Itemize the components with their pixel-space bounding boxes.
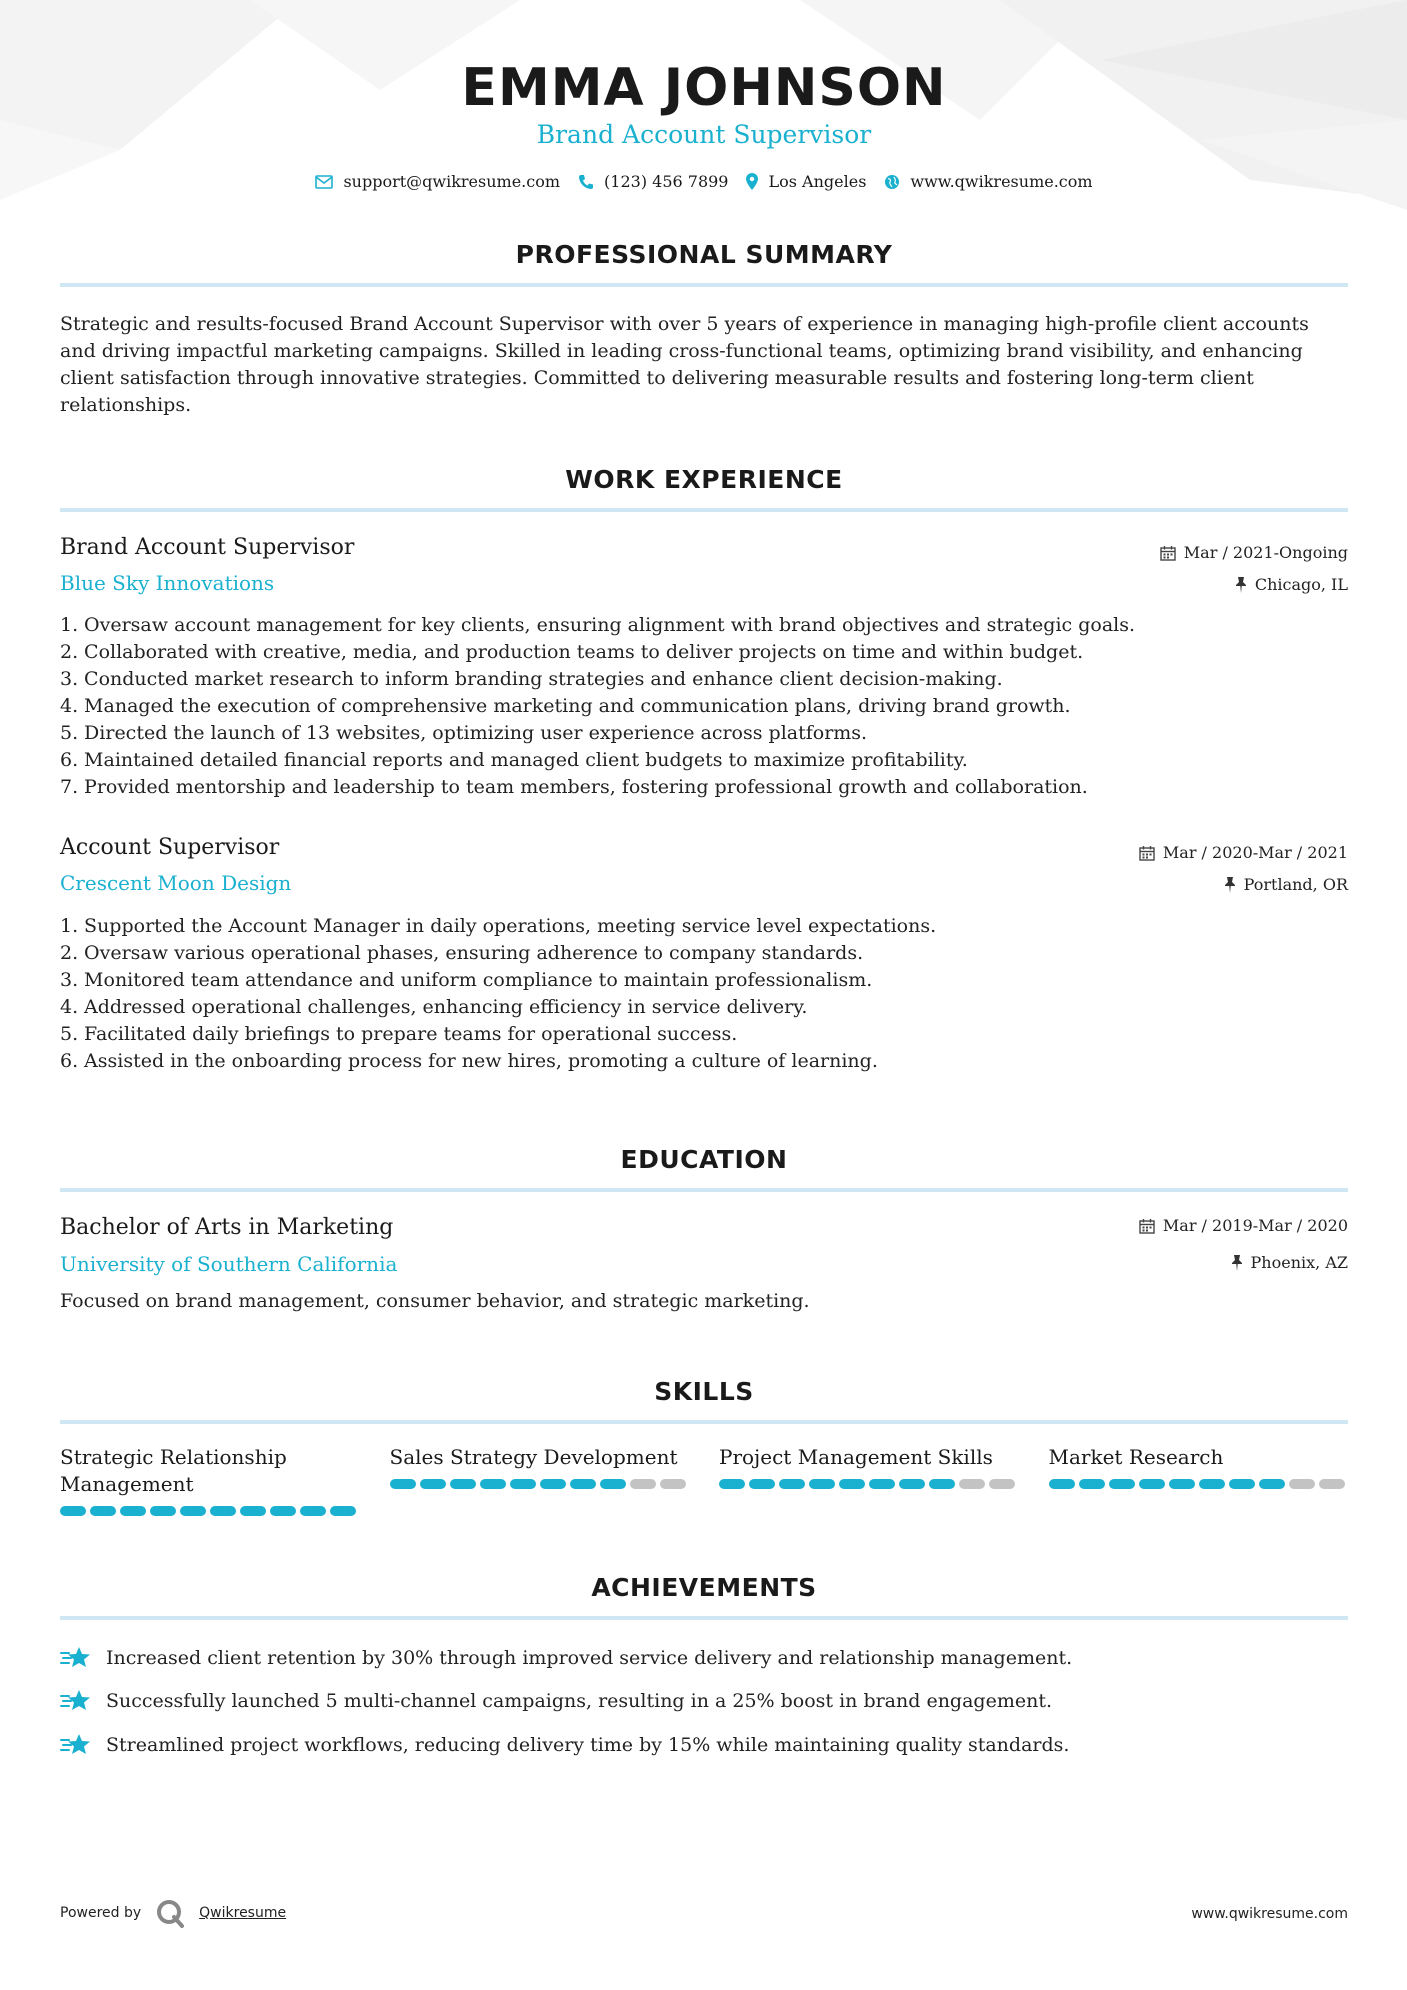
skills-divider xyxy=(60,1420,1348,1424)
education-description: Focused on brand management, consumer behavior, and strategic marketing. xyxy=(60,1290,810,1312)
skill-segment-filled xyxy=(600,1479,626,1489)
achievement-item xyxy=(60,1687,1348,1715)
skill-segment-filled xyxy=(480,1479,506,1489)
education-heading: EDUCATION xyxy=(620,1145,788,1174)
achievements-heading: ACHIEVEMENTS xyxy=(591,1573,817,1602)
education-location xyxy=(1231,1253,1348,1272)
job-bullets xyxy=(60,612,1348,801)
skill-segment-filled xyxy=(719,1479,745,1489)
candidate-name: EMMA JOHNSON xyxy=(461,58,947,118)
list-item-text: Conducted market research to inform branding strategies and enhance client decision-making. xyxy=(84,668,1003,690)
contact-email-text: support@qwikresume.com xyxy=(343,172,561,191)
list-item: 2. Oversaw various operational phases, ensuring adherence to company standards. xyxy=(60,940,1348,967)
contact-location-text: Los Angeles xyxy=(768,172,867,191)
skill-segment-filled xyxy=(869,1479,895,1489)
pushpin-icon xyxy=(1231,1255,1243,1271)
list-item-text: Collaborated with creative, media, and production teams to deliver projects on time and within budget. xyxy=(84,641,1084,663)
skill-segment-filled xyxy=(120,1506,146,1516)
shooting-star-icon xyxy=(60,1731,92,1759)
summary-heading: PROFESSIONAL SUMMARY xyxy=(515,240,893,269)
achievement-item xyxy=(60,1731,1348,1759)
summary-line: relationships. xyxy=(60,394,192,416)
skill-name: Project Management Skills xyxy=(719,1445,993,1469)
summary-text xyxy=(60,311,1348,419)
skill-segment-filled xyxy=(779,1479,805,1489)
summary-line: and driving impactful marketing campaigns. Skilled in leading cross-functional teams, optimizing brand visibility, and enhancing xyxy=(60,340,1303,362)
list-item: 3. Monitored team attendance and uniform compliance to maintain professionalism. xyxy=(60,967,1348,994)
skill-segment-filled xyxy=(540,1479,566,1489)
skill-segment-filled xyxy=(210,1506,236,1516)
achievements-divider xyxy=(60,1616,1348,1620)
summary-line: Strategic and results-focused Brand Account Supervisor with over 5 years of experience in managing high-profile client accounts xyxy=(60,313,1309,335)
job-company: Crescent Moon Design xyxy=(60,871,292,895)
job-location-text: Portland, OR xyxy=(1243,875,1348,894)
skill-segment-filled xyxy=(839,1479,865,1489)
skill-name: Market Research xyxy=(1048,1445,1224,1469)
summary-divider xyxy=(60,283,1348,287)
skill-segment-filled xyxy=(570,1479,596,1489)
list-item: 3. Conducted market research to inform branding strategies and enhance client decision-making. xyxy=(60,666,1348,693)
phone-icon xyxy=(578,174,594,190)
skill-level-bar xyxy=(719,1479,1019,1489)
contact-email[interactable] xyxy=(315,172,560,191)
summary-line: client satisfaction through innovative strategies. Committed to delivering measurable results and fostering long-term client xyxy=(60,367,1254,389)
skills-heading: SKILLS xyxy=(654,1377,754,1406)
skill-segment-filled xyxy=(749,1479,775,1489)
list-item: 7. Provided mentorship and leadership to team members, fostering professional growth and collaboration. xyxy=(60,774,1348,801)
list-item-text: Oversaw account management for key clients, ensuring alignment with brand objectives and strategic goals. xyxy=(84,614,1136,636)
list-item-text: Facilitated daily briefings to prepare teams for operational success. xyxy=(84,1023,738,1045)
education-degree: Bachelor of Arts in Marketing xyxy=(60,1215,394,1240)
skill-segment-filled xyxy=(1049,1479,1075,1489)
achievement-item xyxy=(60,1644,1348,1672)
calendar-icon xyxy=(1160,545,1176,561)
contact-website-text: www.qwikresume.com xyxy=(910,172,1093,191)
skill-segment-filled xyxy=(60,1506,86,1516)
shooting-star-icon xyxy=(60,1644,92,1672)
calendar-icon xyxy=(1139,1218,1155,1234)
skill-segment-empty xyxy=(959,1479,985,1489)
list-item-text: Monitored team attendance and uniform compliance to maintain professionalism. xyxy=(84,969,873,991)
list-item: 1. Supported the Account Manager in daily operations, meeting service level expectations. xyxy=(60,913,1348,940)
list-item-text: Maintained detailed financial reports and managed client budgets to maximize profitability. xyxy=(84,749,968,771)
achievement-text: Successfully launched 5 multi-channel campaigns, resulting in a 25% boost in brand engagement. xyxy=(106,1690,1053,1712)
job-dates xyxy=(1160,543,1348,562)
skill-segment-empty xyxy=(989,1479,1015,1489)
education-divider xyxy=(60,1188,1348,1192)
map-pin-icon xyxy=(746,173,758,190)
powered-by-label: Powered by xyxy=(60,1905,142,1921)
skill-name: Strategic Relationship Management xyxy=(60,1445,287,1496)
list-item: 5. Directed the launch of 13 websites, optimizing user experience across platforms. xyxy=(60,720,1348,747)
education-dates xyxy=(1139,1216,1348,1235)
contact-location xyxy=(746,172,866,191)
education-school: University of Southern California xyxy=(60,1252,398,1276)
list-item: 4. Managed the execution of comprehensive marketing and communication plans, driving brand growth. xyxy=(60,693,1348,720)
calendar-icon xyxy=(1139,845,1155,861)
skill-segment-filled xyxy=(929,1479,955,1489)
list-item-text: Managed the execution of comprehensive marketing and communication plans, driving brand growth. xyxy=(84,695,1071,717)
job-location xyxy=(1224,875,1348,894)
footer-powered-by xyxy=(60,1898,286,1928)
globe-icon xyxy=(884,174,900,190)
skill-item xyxy=(1049,1444,1349,1516)
skill-segment-empty xyxy=(660,1479,686,1489)
skill-segment-filled xyxy=(270,1506,296,1516)
education-dates-text: Mar / 2019-Mar / 2020 xyxy=(1162,1216,1348,1235)
experience-divider xyxy=(60,508,1348,512)
list-item: 6. Maintained detailed financial reports and managed client budgets to maximize profitability. xyxy=(60,747,1348,774)
skill-segment-filled xyxy=(90,1506,116,1516)
education-location-text: Phoenix, AZ xyxy=(1250,1253,1348,1272)
skill-level-bar xyxy=(1049,1479,1349,1489)
skill-segment-filled xyxy=(1139,1479,1165,1489)
job-location-text: Chicago, IL xyxy=(1254,575,1348,594)
list-item-text: Oversaw various operational phases, ensuring adherence to company standards. xyxy=(84,942,864,964)
skill-segment-filled xyxy=(420,1479,446,1489)
list-item: 6. Assisted in the onboarding process for new hires, promoting a culture of learning. xyxy=(60,1048,1348,1075)
list-item: 4. Addressed operational challenges, enhancing efficiency in service delivery. xyxy=(60,994,1348,1021)
qwikresume-link[interactable]: Qwikresume xyxy=(199,1905,287,1921)
skills-grid xyxy=(60,1444,1348,1516)
list-item-text: Addressed operational challenges, enhancing efficiency in service delivery. xyxy=(84,996,808,1018)
skill-segment-filled xyxy=(1079,1479,1105,1489)
skill-segment-empty xyxy=(1319,1479,1345,1489)
skill-segment-empty xyxy=(1289,1479,1315,1489)
list-item: 1. Oversaw account management for key clients, ensuring alignment with brand objectives and strategic goals. xyxy=(60,612,1348,639)
qwikresume-logo-icon xyxy=(155,1898,185,1928)
skill-segment-filled xyxy=(1229,1479,1255,1489)
achievement-text: Increased client retention by 30% through improved service delivery and relationship management. xyxy=(106,1647,1073,1669)
list-item: 2. Collaborated with creative, media, and production teams to deliver projects on time and within budget. xyxy=(60,639,1348,666)
pushpin-icon xyxy=(1235,577,1247,593)
skill-segment-filled xyxy=(510,1479,536,1489)
contact-bar xyxy=(60,172,1348,191)
skill-segment-filled xyxy=(390,1479,416,1489)
job-company: Blue Sky Innovations xyxy=(60,571,275,595)
skill-item xyxy=(719,1444,1019,1516)
job-bullets xyxy=(60,913,1348,1075)
skill-segment-filled xyxy=(1199,1479,1225,1489)
list-item-text: Provided mentorship and leadership to team members, fostering professional growth and collaboration. xyxy=(84,776,1088,798)
skill-segment-filled xyxy=(300,1506,326,1516)
skill-level-bar xyxy=(390,1479,690,1489)
achievement-text: Streamlined project workflows, reducing delivery time by 15% while maintaining quality standards. xyxy=(106,1734,1070,1756)
contact-phone-text: (123) 456 7899 xyxy=(604,172,729,191)
footer-website[interactable]: www.qwikresume.com xyxy=(1191,1906,1348,1922)
skill-segment-filled xyxy=(240,1506,266,1516)
job-title: Brand Account Supervisor xyxy=(60,535,355,560)
skill-item xyxy=(390,1444,690,1516)
skill-segment-filled xyxy=(1169,1479,1195,1489)
skill-segment-empty xyxy=(630,1479,656,1489)
skill-segment-filled xyxy=(899,1479,925,1489)
job-dates-text: Mar / 2021-Ongoing xyxy=(1183,543,1348,562)
skill-segment-filled xyxy=(809,1479,835,1489)
job-dates-text: Mar / 2020-Mar / 2021 xyxy=(1162,843,1348,862)
skill-name: Sales Strategy Development xyxy=(389,1445,678,1469)
contact-website[interactable] xyxy=(884,172,1092,191)
skill-segment-filled xyxy=(450,1479,476,1489)
skill-item xyxy=(60,1444,360,1516)
list-item-text: Supported the Account Manager in daily operations, meeting service level expectations. xyxy=(84,915,937,937)
skill-segment-filled xyxy=(330,1506,356,1516)
candidate-role: Brand Account Supervisor xyxy=(536,120,872,149)
pushpin-icon xyxy=(1224,877,1236,893)
skill-level-bar xyxy=(60,1506,360,1516)
envelope-icon xyxy=(315,175,333,189)
skill-segment-filled xyxy=(1109,1479,1135,1489)
shooting-star-icon xyxy=(60,1687,92,1715)
list-item: 5. Facilitated daily briefings to prepare teams for operational success. xyxy=(60,1021,1348,1048)
job-dates xyxy=(1139,843,1348,862)
job-title: Account Supervisor xyxy=(60,835,280,860)
job-location xyxy=(1235,575,1348,594)
experience-heading: WORK EXPERIENCE xyxy=(565,465,843,494)
skill-segment-filled xyxy=(180,1506,206,1516)
skill-segment-filled xyxy=(150,1506,176,1516)
skill-segment-filled xyxy=(1259,1479,1285,1489)
contact-phone[interactable] xyxy=(578,172,728,191)
list-item-text: Directed the launch of 13 websites, optimizing user experience across platforms. xyxy=(84,722,868,744)
list-item-text: Assisted in the onboarding process for new hires, promoting a culture of learning. xyxy=(84,1050,878,1072)
